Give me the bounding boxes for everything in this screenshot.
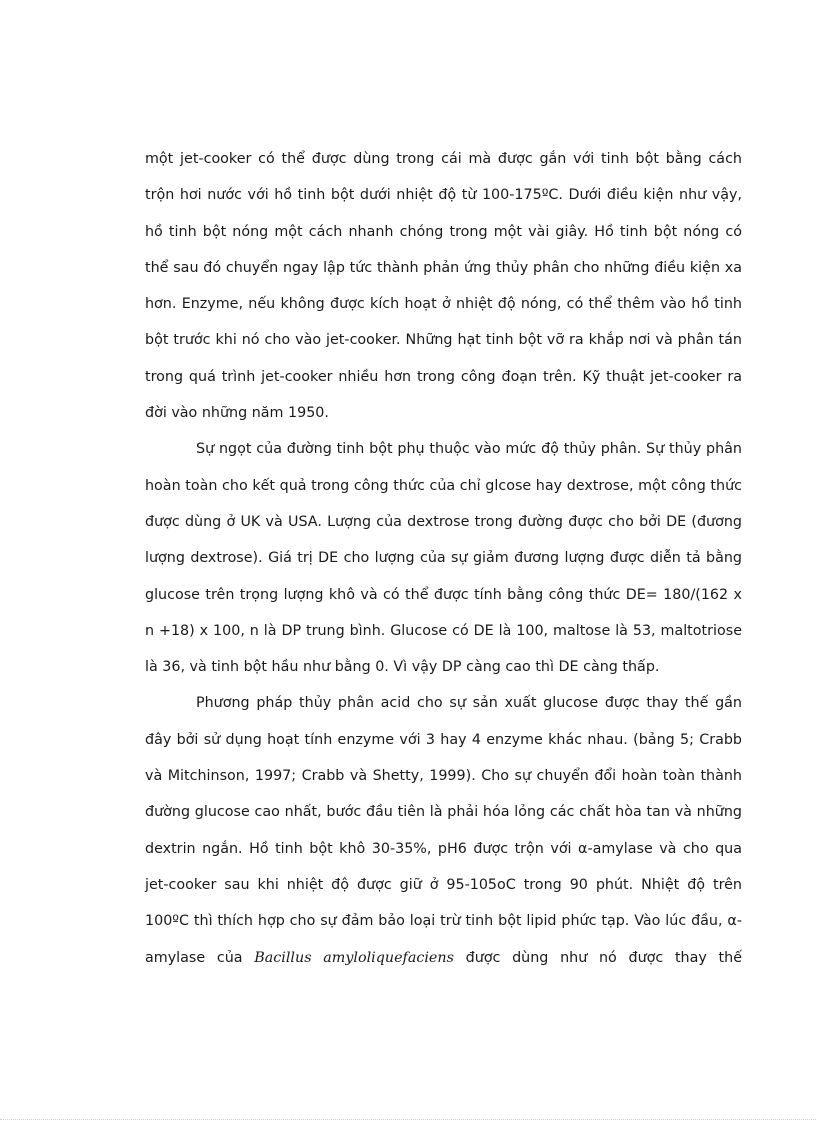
paragraph-text: Sự ngọt của đường tinh bột phụ thuộc vào mức độ thủy phân. Sự thủy phân hoàn toàn cho kết quả trong công thức của chỉ glcose hay dextrose, một công thức được dùng ở UK và USA. Lượng của dextrose trong đường được cho bởi DE (đương lượng dextrose). Giá trị DE cho lượng của sự giảm đương lượng được diễn tả bằng glucose trên trọng lượng khô và có thể được tính bằng công thức DE= 180/(162 x n +18) x 100, n là DP trung bình. Glucose có DE là 100, maltose là 53, maltotriose là 36, và tinh bột hầu như bằng 0. Vì vậy DP càng cao thì DE càng thấp. bbox=[145, 441, 742, 676]
paragraph-text: một jet-cooker có thể được dùng trong cái mà được gắn với tinh bột bằng cách trộn hơi nước với hồ tinh bột dưới nhiệt độ từ 100-175ºC. Dưới điều kiện như vậy, hồ tinh bột nóng một cách nhanh chóng trong một vài giây. Hồ tinh bột nóng có thể sau đó chuyển ngay lập tức thành phản ứng thủy phân cho những điều kiện xa hơn. Enzyme, nếu không được kích hoạt ở nhiệt độ nóng, có thể thêm vào hồ tinh bột trước khi nó cho vào jet-cooker. Những hạt tinh bột vỡ ra khắp nơi và phân tán trong quá trình jet-cooker nhiều hơn trong công đoạn trên. Kỹ thuật jet-cooker ra đời vào những năm 1950. bbox=[145, 151, 742, 422]
paragraph-text: Phương pháp thủy phân acid cho sự sản xuất glucose được thay thế gần đây bởi sử dụng hoạt tính enzyme với 3 hay 4 enzyme khác nhau. (bảng 5; Crabb và Mitchinson, 1997; Crabb và Shetty, 1999). Cho sự chuyển đổi hoàn toàn thành đường glucose cao nhất, bước đầu tiên là phải hóa lỏng các chất hòa tan và những dextrin ngắn. Hồ tinh bột khô 30-35%, pH6 được trộn với α-amylase và cho qua jet-cooker sau khi nhiệt độ được giữ ở 95-105oC trong 90 phút. Nhiệt độ trên 100ºC thì thích hợp cho sự đảm bảo loại trừ tinh bột lipid phức tạp. Vào lúc đầu, α-amylase của bbox=[145, 695, 742, 966]
paragraph-sweetness bbox=[145, 431, 742, 685]
paragraph-hydrolysis bbox=[145, 685, 742, 975]
page-bottom-edge bbox=[0, 1119, 816, 1121]
species-name: Bacillus amyloliquefaciens bbox=[254, 949, 454, 966]
document-body bbox=[145, 141, 742, 976]
paragraph-text: được dùng như nó được thay thế bbox=[453, 949, 742, 966]
paragraph-jet-cooker bbox=[145, 141, 742, 431]
